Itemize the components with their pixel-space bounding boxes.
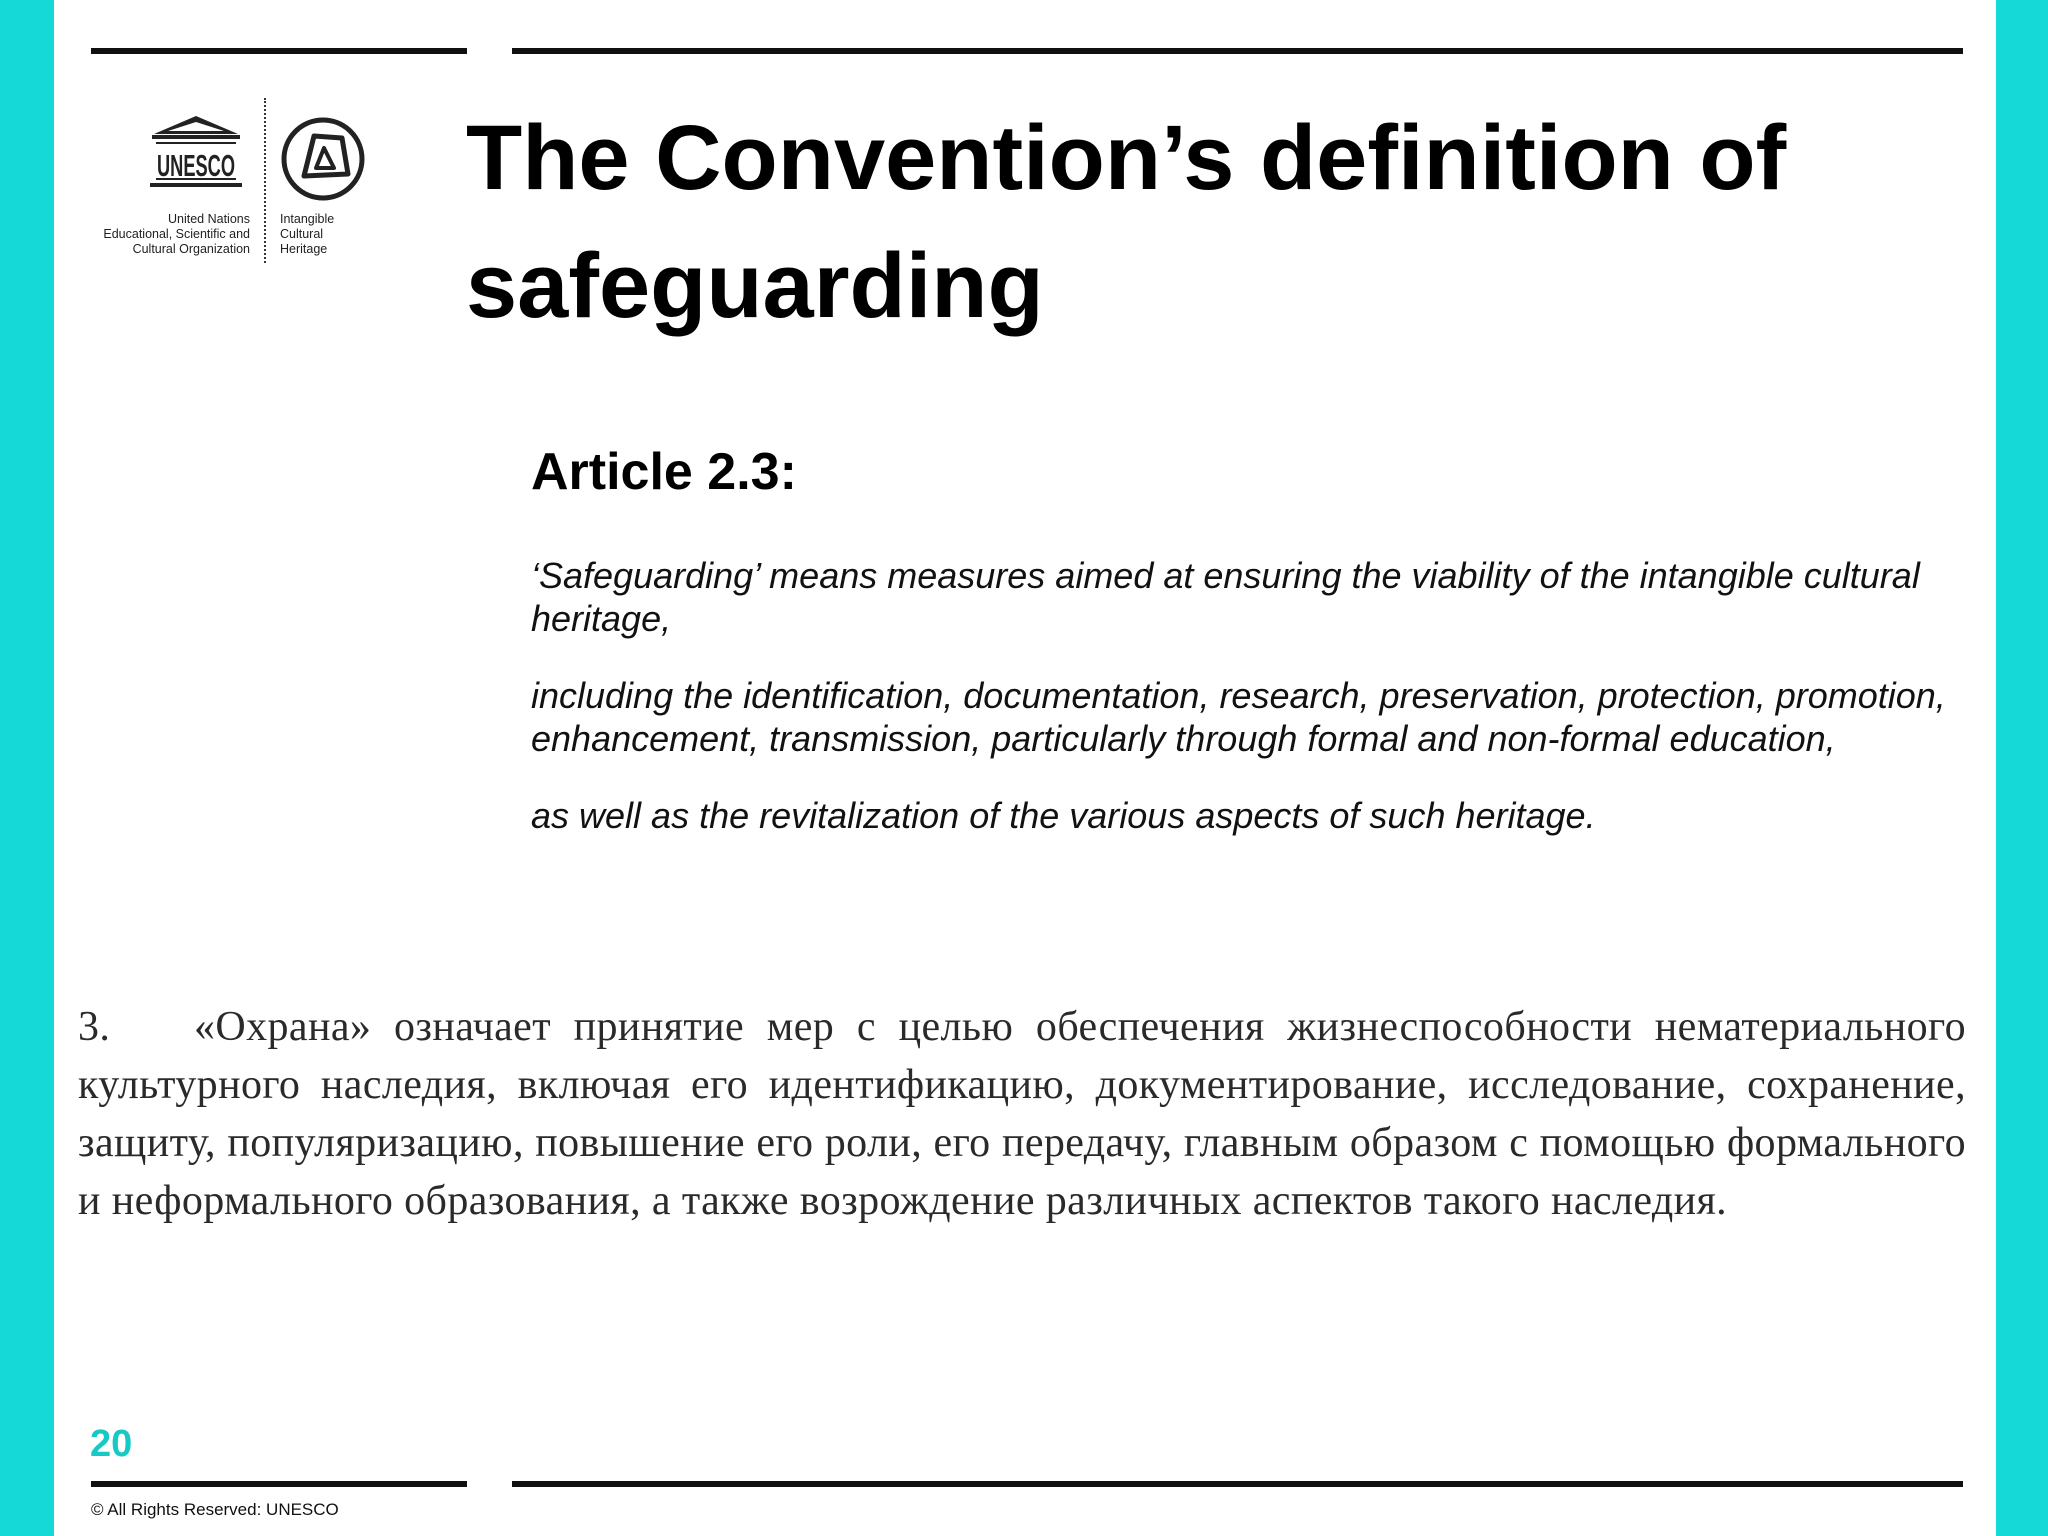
top-right-rule <box>512 48 1963 54</box>
russian-article-body: «Охрана» означает принятие мер с целью обеспечения жизнеспособности нематериального культурного наследия, включая его идентификацию, документирование, исследование, сохранение, защиту, популяризацию, повышение его роли, его передачу, главным образом с помощью формального и неформального образования, а также возрождение различных аспектов такого наследия. <box>78 1004 1966 1224</box>
unesco-emblem-text: UNESCO <box>157 148 235 183</box>
logo-ich-name <box>280 212 380 257</box>
article-paragraph: as well as the revitalization of the various aspects of such heritage. <box>531 795 1596 836</box>
logo-org-line: United Nations <box>168 212 250 226</box>
slide-title: The Convention’s definition of safeguarding <box>466 107 1787 337</box>
article-heading: Article 2.3: <box>531 443 797 501</box>
top-left-rule <box>91 48 467 54</box>
logo-ich-line: Cultural <box>280 227 324 241</box>
logo-ich-line: Intangible <box>280 212 335 226</box>
logo-ich-line: Heritage <box>280 242 328 256</box>
logo-org-line: Educational, Scientific and <box>103 227 250 241</box>
article-paragraph: ‘Safeguarding’ means measures aimed at ensuring the viability of the intangible cultural heritage, <box>531 555 1920 639</box>
intangible-heritage-icon <box>280 116 366 202</box>
unesco-logo <box>84 98 384 268</box>
logo-org-line: Cultural Organization <box>132 242 250 256</box>
logo-divider <box>264 98 266 263</box>
russian-article-text <box>78 998 1966 1230</box>
russian-article-number: 3. <box>78 1004 111 1050</box>
article-paragraph: including the identification, documentation, research, preservation, protection, promotion, enhancement, transmission, particularly through formal and non-formal education, <box>531 675 1946 759</box>
unesco-temple-icon <box>146 114 246 192</box>
right-accent-bar <box>1996 0 2048 1536</box>
left-accent-bar <box>0 0 54 1536</box>
bottom-left-rule <box>91 1481 467 1487</box>
article-body <box>531 554 1951 871</box>
page-number: 20 <box>90 1423 133 1465</box>
bottom-right-rule <box>512 1481 1963 1487</box>
logo-org-name <box>70 212 250 257</box>
copyright-notice: © All Rights Reserved: UNESCO <box>91 1500 339 1519</box>
